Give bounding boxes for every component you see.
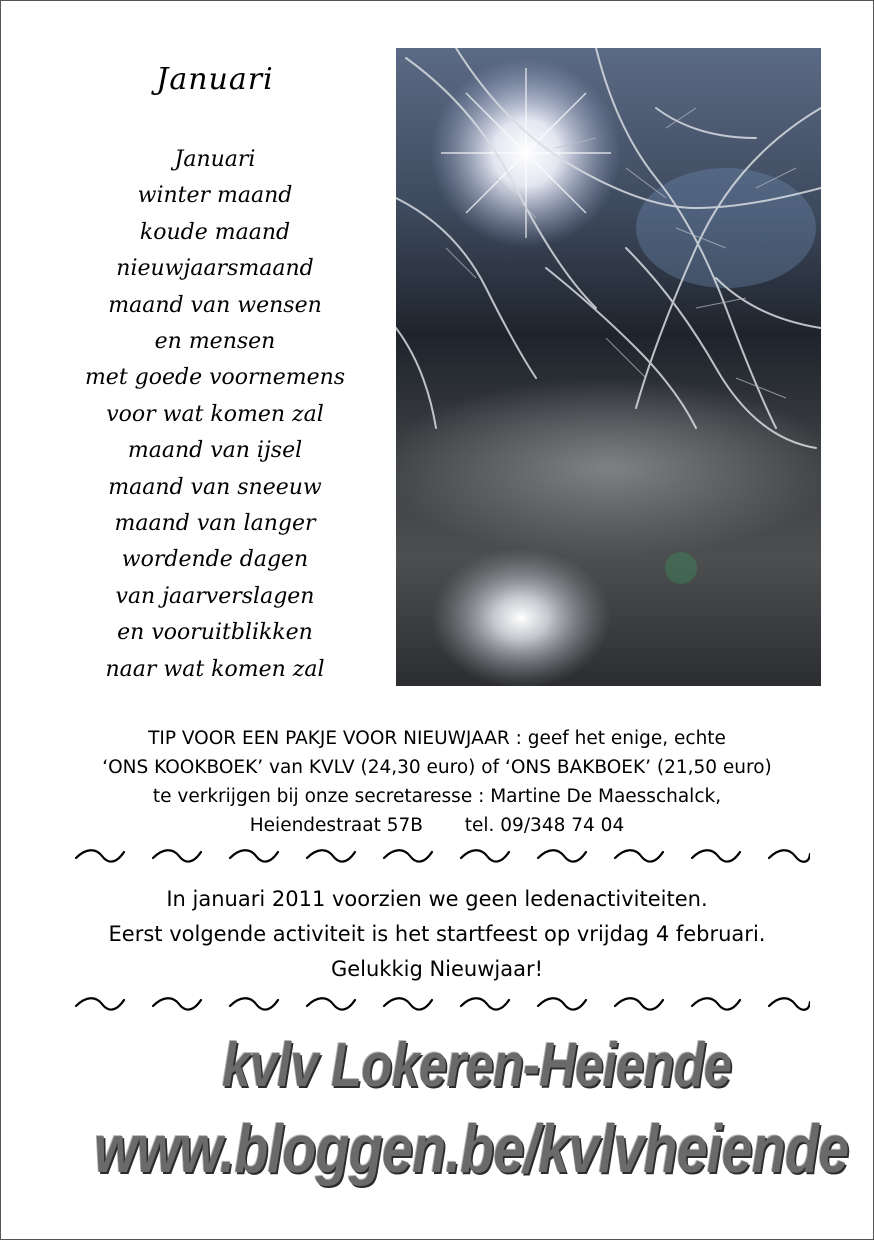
poem-title: Januari xyxy=(156,62,274,97)
poem-line: met goede voornemens xyxy=(84,365,346,391)
notice-line-3: Gelukkig Nieuwjaar! xyxy=(330,957,544,981)
wave-divider-top xyxy=(70,846,810,866)
winter-sun-photo xyxy=(396,48,821,686)
poem-line: maand van langer xyxy=(114,511,316,537)
poem-line: koude maand xyxy=(139,219,291,245)
poem-line: en vooruitblikken xyxy=(117,620,313,646)
tip-line-3: te verkrijgen bij onze secretaresse : Martine De Maesschalck, xyxy=(152,786,722,807)
poem-line: van jaarverslagen xyxy=(115,583,315,609)
wave-divider-bottom xyxy=(70,994,810,1014)
poem xyxy=(60,142,370,688)
organization-name: kvlv Lokeren-Heiende xyxy=(222,1031,732,1100)
poem-line: Januari xyxy=(174,147,256,172)
notice-line-2: Eerst volgende activiteit is het startfeest op vrijdag 4 februari. xyxy=(108,922,766,946)
poem-line: winter maand xyxy=(137,183,293,209)
website-url[interactable]: www.bloggen.be/kvlvheiende xyxy=(94,1111,849,1187)
tip-line-2: ‘ONS KOOKBOEK’ van KVLV (24,30 euro) of ‘ONS BAKBOEK’ (21,50 euro) xyxy=(102,757,772,778)
poem-line: en mensen xyxy=(154,329,276,355)
poem-line: wordende dagen xyxy=(121,547,309,573)
tip-block xyxy=(40,724,834,840)
poem-line: naar wat komen zal xyxy=(105,656,325,682)
contact-line xyxy=(40,811,834,840)
poem-line: maand van wensen xyxy=(108,292,322,318)
address: Heiendestraat 57B xyxy=(249,815,423,836)
poem-line: maand van ijsel xyxy=(127,438,303,464)
tip-line-1: TIP VOOR EEN PAKJE VOOR NIEUWJAAR : geef het enige, echte xyxy=(148,728,726,749)
notice-line-1: In januari 2011 voorzien we geen ledenactiviteiten. xyxy=(166,887,708,911)
poem-line: maand van sneeuw xyxy=(108,474,322,500)
poem-line: nieuwjaarsmaand xyxy=(116,256,314,282)
poem-line: voor wat komen zal xyxy=(106,401,324,427)
phone: tel. 09/348 74 04 xyxy=(464,815,625,836)
notice-block xyxy=(20,882,854,987)
